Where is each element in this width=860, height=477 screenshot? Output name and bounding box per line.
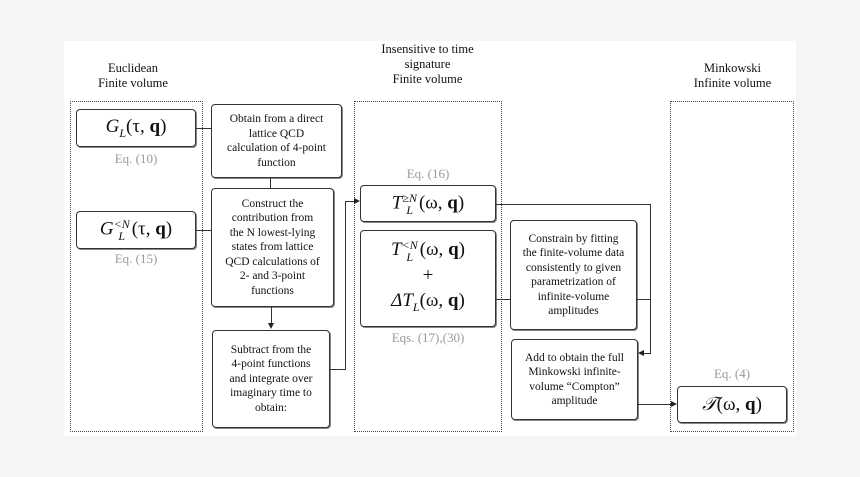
column-title-insensitive	[350, 42, 505, 87]
math-plus: +	[422, 264, 434, 286]
text-line: functions	[251, 284, 294, 297]
text-line: volume “Compton”	[529, 380, 620, 393]
text-line: Constrain by fitting	[528, 232, 619, 245]
math-base: T	[391, 191, 403, 213]
connector-to-TL	[345, 201, 354, 202]
text-line: amplitude	[551, 395, 598, 407]
connector-subtract-up	[345, 201, 346, 370]
text-line: Add to obtain the full	[524, 351, 624, 364]
connector-GL-obtain	[196, 128, 211, 129]
math-args: (ω,	[419, 289, 448, 311]
math-bold: q	[155, 218, 166, 240]
math-delta-TL	[391, 288, 465, 320]
math-args: (ω,	[716, 393, 745, 415]
math-GL	[106, 116, 167, 141]
text-line: Construct the	[241, 197, 304, 210]
text-line: amplitudes	[548, 305, 599, 317]
math-sup: <N	[401, 237, 418, 252]
text-line: function	[257, 156, 296, 169]
math-T-compton	[702, 394, 762, 416]
arrow-right-icon	[354, 198, 360, 204]
text-line: calculation of 4-point	[227, 142, 326, 154]
box-add-text	[525, 351, 624, 409]
arrow-right-icon	[671, 401, 677, 407]
eq-label-16: Eq. (16)	[406, 166, 450, 181]
text-line: QCD calculations of	[225, 255, 320, 268]
eq-label-15: Eq. (15)	[114, 251, 158, 266]
text-line: and integrate over	[229, 372, 313, 385]
math-base: ΔT	[391, 289, 413, 311]
text-line: consistently to given	[525, 261, 622, 274]
box-GL	[76, 109, 196, 147]
column-title-euclidean	[68, 61, 198, 91]
math-base: 𝒯	[702, 393, 717, 415]
math-close: )	[458, 239, 465, 261]
box-subtract-text	[229, 343, 312, 416]
math-bold: q	[447, 289, 459, 311]
text-line: obtain:	[255, 401, 287, 414]
math-args: (ω,	[419, 239, 449, 261]
title-line: signature	[404, 57, 451, 71]
math-TL-sum	[391, 237, 465, 319]
text-line: 2- and 3-point	[239, 270, 306, 283]
math-args: (τ,	[126, 115, 150, 137]
column-title-minkowski	[670, 61, 795, 91]
math-close: )	[160, 115, 167, 137]
title-line: Insensitive to time	[381, 42, 474, 56]
region-minkowski	[670, 101, 794, 432]
text-line: states from lattice	[231, 241, 314, 254]
math-bold: q	[448, 239, 459, 261]
eq-label-4: Eq. (4)	[713, 366, 751, 381]
connector-subtract-out	[330, 369, 346, 370]
connector-constrain-right	[637, 299, 651, 300]
math-sub: L	[406, 202, 413, 217]
math-close: )	[458, 289, 465, 311]
connector-obtain-construct	[270, 178, 271, 188]
title-line: Finite volume	[98, 76, 168, 90]
math-close: )	[457, 191, 465, 213]
box-GL-lessN	[76, 211, 196, 249]
title-line: Minkowski	[704, 61, 761, 75]
box-TL-lessN-plus-delta	[360, 230, 496, 327]
math-sub: L	[118, 229, 126, 243]
math-close: )	[755, 393, 762, 415]
box-obtain-text	[227, 112, 326, 170]
math-bold: q	[745, 393, 756, 415]
math-args: (τ,	[131, 218, 156, 240]
text-line: contribution from	[231, 212, 314, 225]
connector-right-down	[650, 204, 651, 353]
math-sup: <N	[113, 217, 130, 231]
connector-add-T	[638, 404, 671, 405]
text-line: parametrization of	[531, 276, 616, 288]
math-bold: q	[447, 191, 458, 213]
box-T-compton	[677, 386, 787, 423]
connector-to-add	[644, 353, 651, 354]
title-line: Finite volume	[392, 72, 463, 86]
box-construct-text	[225, 197, 320, 299]
connector-TL-geqN-right	[496, 204, 651, 205]
box-add	[511, 339, 638, 420]
math-TL-geqN	[392, 192, 464, 216]
math-GL-lessN	[100, 218, 172, 242]
math-base: G	[99, 218, 114, 240]
text-line: imaginary time to	[230, 387, 312, 400]
text-line: 4-point functions	[231, 358, 311, 371]
arrow-left-icon	[638, 350, 644, 356]
eq-label-17-30: Eqs. (17),(30)	[391, 330, 465, 345]
text-line: the N lowest-lying	[229, 226, 316, 239]
math-sub: L	[119, 125, 127, 140]
box-constrain-text	[523, 232, 625, 319]
math-close: )	[165, 218, 173, 240]
box-TL-geqN	[360, 185, 496, 222]
connector-sum-constrain	[496, 299, 510, 300]
text-line: Obtain from a direct	[229, 113, 324, 125]
text-line: Subtract from the	[230, 343, 312, 356]
box-constrain	[510, 220, 637, 330]
box-construct	[211, 188, 334, 307]
text-line: lattice QCD	[248, 127, 305, 140]
arrow-down-icon	[268, 323, 274, 329]
math-args: (ω,	[418, 191, 448, 213]
text-line: the finite-volume data	[522, 247, 625, 259]
title-line: Euclidean	[108, 61, 158, 75]
box-obtain	[211, 104, 342, 178]
math-base: T	[391, 239, 402, 261]
eq-label-10: Eq. (10)	[114, 151, 158, 166]
math-sub: L	[412, 299, 420, 314]
box-subtract	[212, 330, 330, 428]
math-sub: L	[406, 249, 413, 264]
math-base: G	[105, 115, 120, 137]
text-line: Minkowski infinite-	[528, 366, 621, 378]
math-sup: ≥N	[402, 190, 417, 205]
math-bold: q	[149, 115, 161, 137]
connector-GLN-construct	[196, 230, 211, 231]
text-line: infinite-volume	[537, 290, 610, 303]
math-TL-lessN	[391, 237, 465, 263]
title-line: Infinite volume	[693, 76, 772, 90]
connector-construct-subtract	[271, 307, 272, 324]
